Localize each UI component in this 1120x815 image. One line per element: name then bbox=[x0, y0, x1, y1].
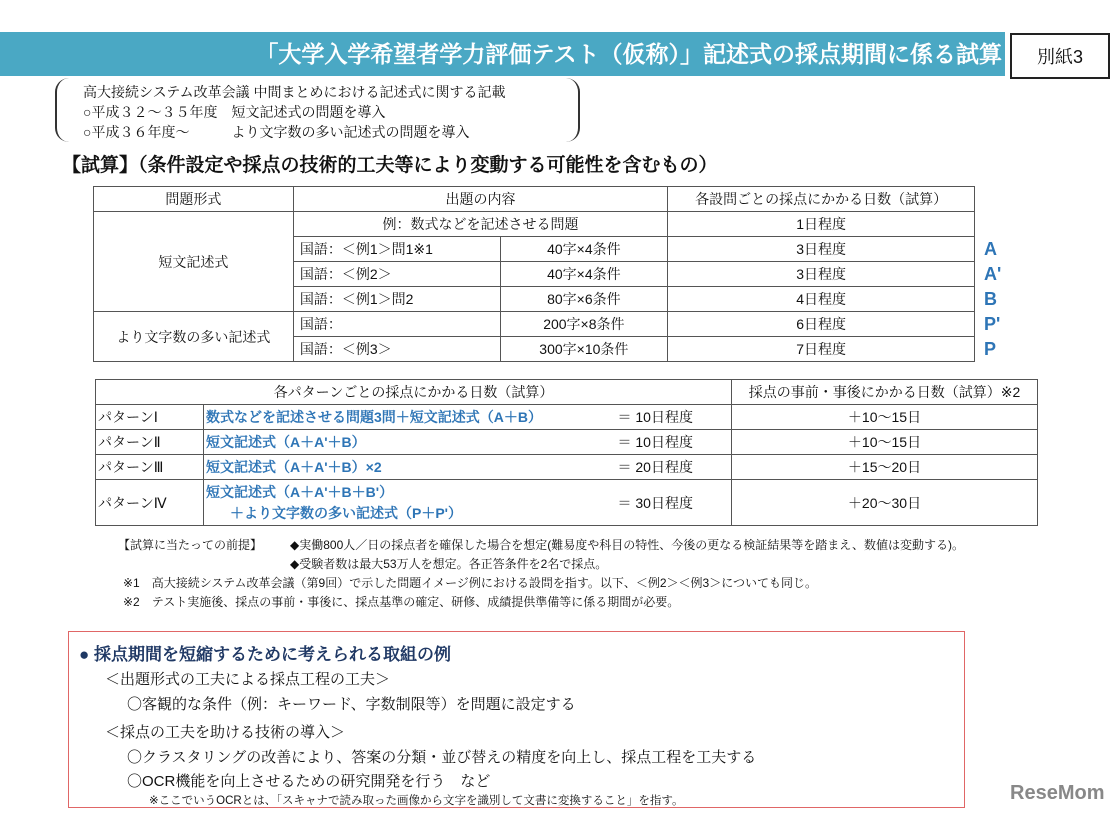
days-cell: ＝ 30日程度 bbox=[612, 480, 732, 526]
cond-cell: 40字×4条件 bbox=[500, 262, 668, 287]
cond-cell: 200字×8条件 bbox=[500, 312, 668, 337]
days-cell: ＝ 20日程度 bbox=[612, 455, 732, 480]
annex-label: 別紙3 bbox=[1010, 33, 1110, 79]
summary-line: 高大接続システム改革会議 中間まとめにおける記述式に関する記載 bbox=[83, 84, 506, 100]
content-cell: 国語：＜例1＞問1※1 bbox=[293, 237, 500, 262]
premise-note: ◆受験者数は最大53万人を想定。各正答条件を2名で採点。 bbox=[290, 557, 608, 571]
cond-cell: 40字×4条件 bbox=[500, 237, 668, 262]
box-item: 〇OCR機能を向上させるための研究開発を行う など bbox=[127, 773, 491, 790]
content-cell: 国語：＜例3＞ bbox=[293, 337, 500, 362]
days-cell: ＝ 10日程度 bbox=[612, 430, 732, 455]
row-label: P bbox=[984, 339, 997, 359]
days-cell: 3日程度 bbox=[668, 237, 975, 262]
content-cell: 国語：＜例1＞問2 bbox=[293, 287, 500, 312]
group-cell: より文字数の多い記述式 bbox=[94, 312, 294, 362]
group-cell: 短文記述式 bbox=[94, 212, 294, 312]
pattern-cell: パターンⅠ bbox=[96, 405, 204, 430]
extra-cell: ＋20～30日 bbox=[732, 480, 1038, 526]
extra-cell: ＋15～20日 bbox=[732, 455, 1038, 480]
box-subheading: ＜出題形式の工夫による採点工程の工夫＞ bbox=[105, 671, 391, 688]
days-cell: ＝ 10日程度 bbox=[612, 405, 732, 430]
page-title: 「大学入学希望者学力評価テスト（仮称）」記述式の採点期間に係る試算 bbox=[255, 41, 1002, 67]
table-row bbox=[94, 312, 975, 337]
content-cell: 例：数式などを記述させる問題 bbox=[293, 212, 667, 237]
pattern-cell: パターンⅢ bbox=[96, 455, 204, 480]
row-label: A bbox=[984, 239, 997, 259]
formula-cell bbox=[204, 480, 612, 526]
pattern-table bbox=[95, 379, 1038, 526]
section-heading: 【試算】（条件設定や採点の技術的工夫等により変動する可能性を含むもの） bbox=[62, 155, 718, 176]
footnote: ※1 高大接続システム改革会議（第9回）で示した問題イメージ例における設問を指す。以下、＜例2＞＜例3＞についても同じ。 bbox=[123, 576, 817, 590]
box-subheading: ＜採点の工夫を助ける技術の導入＞ bbox=[105, 724, 346, 741]
formula-line: 短文記述式（A＋A'＋B＋B'） bbox=[206, 483, 394, 500]
extra-cell: ＋10～15日 bbox=[732, 430, 1038, 455]
row-label: A' bbox=[984, 264, 1002, 284]
pattern-cell: パターンⅣ bbox=[96, 480, 204, 526]
table-header bbox=[96, 380, 1038, 405]
table-row bbox=[96, 480, 1038, 526]
pattern-cell: パターンⅡ bbox=[96, 430, 204, 455]
days-cell: 7日程度 bbox=[668, 337, 975, 362]
estimate-table bbox=[93, 186, 975, 362]
council-summary bbox=[55, 78, 580, 142]
premise-label: 【試算に当たっての前提】 bbox=[118, 538, 263, 552]
box-item: 〇客観的な条件（例：キーワード、字数制限等）を問題に設定する bbox=[127, 696, 576, 713]
box-item: 〇クラスタリングの改善により、答案の分類・並び替えの精度を向上し、採点工程を工夫する bbox=[127, 749, 757, 766]
row-label: P' bbox=[984, 314, 1001, 334]
content-cell: 国語： bbox=[293, 312, 500, 337]
header-cell: 採点の事前・事後にかかる日数（試算）※2 bbox=[732, 380, 1038, 405]
extra-cell: ＋10～15日 bbox=[732, 405, 1038, 430]
table-row bbox=[96, 405, 1038, 430]
formula-cell: 短文記述式（A＋A'＋B）×2 bbox=[204, 455, 612, 480]
formula-cell: 短文記述式（A＋A'＋B） bbox=[204, 430, 612, 455]
table-header bbox=[94, 187, 975, 212]
measures-box bbox=[68, 631, 965, 808]
days-cell: 1日程度 bbox=[668, 212, 975, 237]
box-note: ※ここでいうOCRとは、「スキャナで読み取った画像から文字を識別して文書に変換すること」を指す。 bbox=[149, 795, 684, 807]
cond-cell: 80字×6条件 bbox=[500, 287, 668, 312]
header-cell: 各設問ごとの採点にかかる日数（試算） bbox=[668, 187, 975, 212]
header-cell: 各パターンごとの採点にかかる日数（試算） bbox=[96, 380, 732, 405]
days-cell: 4日程度 bbox=[668, 287, 975, 312]
table-row bbox=[94, 212, 975, 237]
table-row bbox=[96, 430, 1038, 455]
summary-line: ○平成３２～３５年度 短文記述式の問題を導入 bbox=[83, 104, 386, 120]
days-cell: 6日程度 bbox=[668, 312, 975, 337]
summary-line: ○平成３６年度～ より文字数の多い記述式の問題を導入 bbox=[83, 124, 470, 140]
formula-line: ＋より文字数の多い記述式（P＋P'） bbox=[230, 504, 463, 521]
formula-cell: 数式などを記述させる問題3問＋短文記述式（A＋B） bbox=[204, 405, 612, 430]
premise-note: ◆実働800人／日の採点者を確保した場合を想定(難易度や科目の特性、今後の更なる検証結果等を踏まえ、数値は変動する)。 bbox=[290, 538, 964, 552]
header-cell: 問題形式 bbox=[94, 187, 294, 212]
resemom-logo: ReseMom bbox=[1010, 782, 1105, 804]
table-row bbox=[96, 455, 1038, 480]
header-cell: 出題の内容 bbox=[293, 187, 667, 212]
footnote: ※2 テスト実施後、採点の事前・事後に、採点基準の確定、研修、成績提供準備等に係る期間が必要。 bbox=[123, 595, 680, 609]
days-cell: 3日程度 bbox=[668, 262, 975, 287]
box-title: ● 採点期間を短縮するために考えられる取組の例 bbox=[79, 645, 451, 664]
content-cell: 国語：＜例2＞ bbox=[293, 262, 500, 287]
cond-cell: 300字×10条件 bbox=[500, 337, 668, 362]
row-label: B bbox=[984, 289, 997, 309]
